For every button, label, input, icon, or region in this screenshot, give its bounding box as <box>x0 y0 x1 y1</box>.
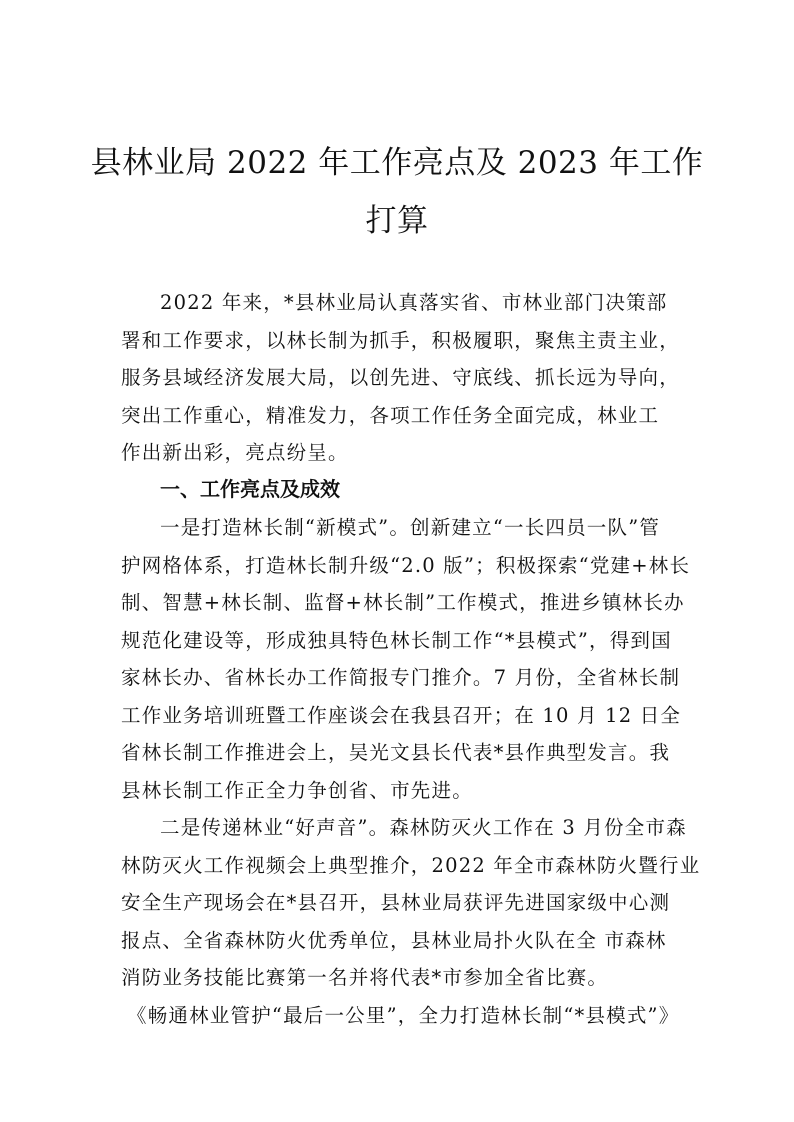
para2-line: 消防业务技能比赛第一名并将代表*市参加全省比赛。 <box>121 966 609 989</box>
para1-line: 制、智慧+林长制、监督+林长制”工作模式，推进乡镇林长办 <box>121 591 685 614</box>
para1-line: 省林长制工作推进会上，吴光文县长代表*县作典型发言。我 <box>121 741 671 764</box>
intro-line: 突出工作重心，精准发力，各项工作任务全面完成，林业工 <box>121 404 660 427</box>
para2-line: 报点、全省森林防火优秀单位，县林业局扑火队在全 市森林 <box>121 929 667 952</box>
section-heading: 一、工作亮点及成效 <box>160 477 340 501</box>
intro-line: 2022 年来，*县林业局认真落实省、市林业部门决策部 <box>160 291 668 314</box>
para1-line: 护网格体系，打造林长制升级“2.0 版”；积极探索“党建+林长 <box>121 554 691 577</box>
intro-line: 服务县域经济发展大局，以创先进、守底线、抓长远为导向， <box>121 366 680 389</box>
para1-line: 工作业务培训班暨工作座谈会在我县召开；在 10 月 12 日全 <box>121 704 682 727</box>
document-title-line1: 县林业局 2022 年工作亮点及 2023 年工作 <box>90 145 704 181</box>
para1-line: 一是打造林长制“新模式”。创新建立“一长四员一队”管 <box>160 516 661 539</box>
para2-line: 安全生产现场会在*县召开，县林业局获评先进国家级中心测 <box>121 891 671 914</box>
intro-line: 署和工作要求，以林长制为抓手，积极履职，聚焦主责主业， <box>121 329 680 352</box>
article-title: 《畅通林业管护“最后一公里”，全力打造林长制“*县模式”》 <box>127 1004 680 1027</box>
para1-line: 规范化建设等，形成独具特色林长制工作“*县模式”，得到国 <box>121 629 672 652</box>
document-title-line2: 打算 <box>365 203 429 239</box>
para1-line: 家林长办、省林长办工作简报专门推介。7 月份，全省林长制 <box>121 666 681 689</box>
para1-line: 县林长制工作正全力争创省、市先进。 <box>121 779 473 802</box>
para2-line: 林防灭火工作视频会上典型推介，2022 年全市森林防火暨行业 <box>121 854 701 877</box>
para2-line: 二是传递林业“好声音”。森林防灭火工作在 3 月份全市森 <box>160 816 687 839</box>
intro-line: 作出新出彩，亮点纷呈。 <box>121 441 349 464</box>
